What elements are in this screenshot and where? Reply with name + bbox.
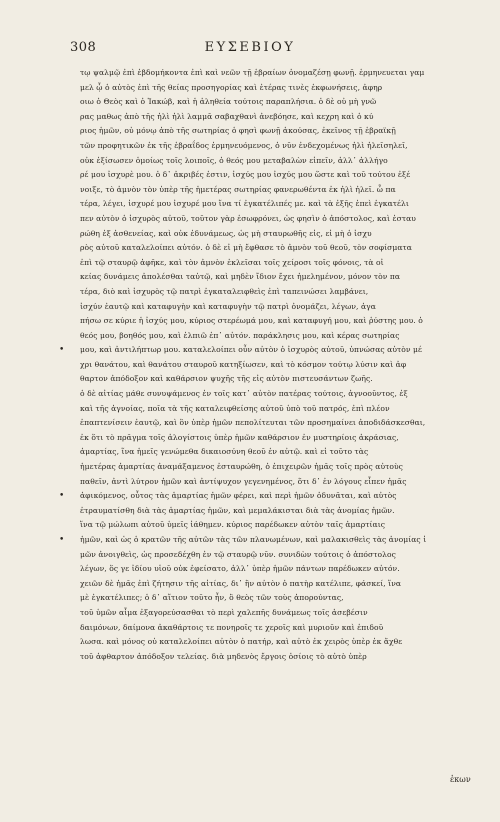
text-line <box>80 504 440 519</box>
text-line <box>80 621 440 636</box>
line-text: παθεῖν, ἀντὶ λύτρον ἡμῶν καὶ ἀντίψυχον γεγενημένος, ὅτι δ᾽ ἐν λόγους εἶπεν ἡμᾶς <box>80 476 407 486</box>
catchword: ἐκων <box>450 775 471 784</box>
line-text: δαιμόνων, δαίμονα ἀκαθάρτοις τε πονηροῖς τε χεροῖς καὶ μυριοῦν καὶ ἐπιδοῦ <box>80 622 384 632</box>
text-line <box>80 562 440 577</box>
line-text: τοῦ ὑμῶν αἷμα ἐξαγορεύσασθαι τὸ περὶ χαλεπῆς δυνάμεως τοῖς ἀσεβέσιν <box>80 607 368 617</box>
text-line <box>59 343 440 358</box>
line-text: ρας μαθως ἀπὸ τῆς ἠλὶ ἠλὶ λαμμᾶ σαβαχθανὶ ἀνεβόησε, καὶ κεχρη καὶ ὁ κύ <box>80 111 374 121</box>
line-text: χρι θανάτου, καὶ θανάτου σταυροῦ κατηξίωσεν, καὶ τὸ κόσμον τούτῳ λύσιν καὶ ἀφ <box>80 359 407 369</box>
text-line <box>80 270 440 285</box>
text-line <box>80 95 440 110</box>
line-text: θεός μου, βοηθός μου, καὶ ἐλπιῶ ἐπ᾽ αὐτόν. παράκλησις μου, καὶ κέρας σωτηρίας <box>80 330 400 340</box>
text-line <box>80 300 440 315</box>
line-text: μου, καὶ ἀντιλήπτωρ μου. καταλελοίπει οὖν αὐτὸν ὁ ἰσχυρὸς αὐτοῦ, ὑπνώσας αὐτὸν μέ <box>80 345 422 355</box>
text-line <box>80 635 440 650</box>
text-line <box>80 197 440 212</box>
text-line <box>80 460 440 475</box>
line-text: ρὸς αὐτοῦ καταλελοίπει αὐτόν. ὁ δὲ εἰ μὴ ἔφθασε τὸ ἀμνὸν τοῦ θεοῦ, τὸν σοφίσματα <box>80 243 412 253</box>
text-line <box>80 606 440 621</box>
page-number: 308 <box>70 40 97 55</box>
line-text: μῶν ἀνοιγθεὶς, ὡς προσεδέχθη ἐν τῷ σταυρῷ νῦν. συνιδὼν τούτοις ὁ ἀπόστολος <box>80 549 396 559</box>
line-text: ἵνα τῷ μώλωπι αὐτοῦ ὑμεῖς ἰάθημεν. κύριος παρέδωκεν αὐτὸν ταῖς ἁμαρτίαις <box>80 520 386 530</box>
text-line <box>80 66 440 81</box>
text-line <box>80 241 440 256</box>
line-text: πεν αὐτὸν ὁ ἰσχυρὸς αὐτοῦ, τοῦτον γὰρ ἐσωφρόνει, ὡς φησὶν ὁ ἀπόστολος, καὶ ἐσταυ <box>80 213 416 223</box>
margin-marker: • <box>59 345 65 356</box>
line-text: τοῦ ἀφθαρτον ἀπόδοξον τελείας. διὰ μηδενὸς ἔργοις ὁσίοις τὸ αὐτὸ ὑπὲρ <box>80 651 367 661</box>
line-text: ρέ μου ἰσχυρὲ μου. ὁ δ᾽ ἀκριβές ἐστιν, ἰσχύς μου ἰσχύς μου ὥστε καὶ τοῦ τούτου ἐξέ <box>80 170 411 180</box>
text-line <box>80 285 440 300</box>
line-text: τέρα, λέγει, ἰσχυρέ μου ἰσχυρέ μου ἵνα τί ἐγκατέλιπές με. καὶ τὰ ἑξῆς ἐπεὶ ἐγκατέλι <box>80 199 409 209</box>
line-text: λωσα. καὶ μόνος οὐ καταλελοίπει αὐτὸν ὁ πατήρ, καὶ αὐτὸ ἐκ χειρὸς ὑπὲρ ἐκ ἄχθε <box>80 637 403 647</box>
text-line <box>80 314 440 329</box>
text-line <box>80 475 440 490</box>
text-line <box>80 577 440 592</box>
line-text: λέγων, ὅς γε ἰδίου υἱοῦ οὐκ ἐφείσατο, ἀλλ᾽ ὑπὲρ ἡμῶν πάντων παρέδωκεν αὐτόν. <box>80 564 400 574</box>
body-text <box>59 66 440 664</box>
line-text: ἀφικόμενος, οὗτος τὰς ἁμαρτίας ἡμῶν φέρει, καὶ περὶ ἡμῶν ὀδυνᾶται, καὶ αὐτὸς <box>80 491 397 501</box>
line-text: οὐκ ἐξίσωσεν ὁμοίως τοῖς λοιποῖς, ὁ θεός μου μεταβαλὼν εἰπεῖν, ἀλλ᾽ ἀλλήγο <box>80 155 388 165</box>
text-line <box>80 124 440 139</box>
line-text: ρώθη ἐξ ἀσθενείας, καὶ οὐκ ἐδυνάμεως, ὡς μὴ σταυρωθῆς εἰς, εἰ μὴ ὁ ἰσχυ <box>80 228 372 238</box>
text-line <box>80 591 440 606</box>
line-text: τῳ ψαλμῷ ἐπὶ ἑβδομήκοντα ἐπὶ καὶ νεῶν τῇ ἑβραίων ὀνομαζέσῃ φωνῇ. ἑρμηνευεται γαμ <box>80 68 425 77</box>
line-text: καὶ τῆς ἀγνοίας, ποῖα τὰ τῆς καταλειφθείσης αὐτοῦ ὑπὸ τοῦ πατρός, ἐπὶ πλέον <box>80 403 390 413</box>
text-line <box>80 212 440 227</box>
text-line <box>80 154 440 169</box>
page-header <box>0 40 500 60</box>
text-line <box>80 402 440 417</box>
text-line <box>80 227 440 242</box>
line-text: πήσω σε κύριε ἡ ἰσχύς μου, κύριος στερέωμά μου, καὶ καταφυγή μου, καὶ ῥύστης μου. ὁ <box>80 316 423 326</box>
line-text: ἐπὶ τῷ σταυρῷ ἀφῆκε, καὶ τὸν ἀμνὸν ἐκλεῖσαι τοῖς χείροσι τοῖς φόνοις, τὰ οἰ <box>80 257 384 267</box>
line-text: κείας δυνάμεις ἀπολέσθαι ταὐτῷ, καὶ μηδὲν ἴδιον ἔχει ἠμελημένον, μόνον τὸν πα <box>80 272 401 282</box>
line-text: τέρα, διὸ καὶ ἰσχυρὸς τῷ πατρὶ ἐγκαταλειφθεὶς ἐπὶ ταπεινώσει λαμβάνει, <box>80 286 369 296</box>
text-line <box>80 387 440 402</box>
line-text: ἡμετέρας ἁμαρτίας ἀναμάξαμενος ἐσταυρώθη, ὁ ἐπιχειρῶν ἡμᾶς τοῖς πρὸς αὐτοὺς <box>80 462 403 472</box>
text-line <box>80 445 440 460</box>
line-text: νοιξε, τὸ ἀμνὸν τὸν ὑπὲρ τῆς ἡμετέρας σωτηρίας φανερωθέντα ἐκ ἠλὶ ἠλεῖ. ὦ πα <box>80 184 396 194</box>
line-text: ἐπαπτενίσειν ἑαυτῷ, καὶ ὃν ὑπὲρ ἡμῶν πεπολίτευται τῶν προσημαίνει ἀποδιδάσκεσθαι, <box>80 418 426 428</box>
line-text: ριος ἡμῶν, οὐ μόνῳ ἀπὸ τῆς σωτηρίας ὁ φησὶ φωνῇ ἀκούσας, ἐκεῖνος τῇ ἑβραϊκῇ <box>80 126 396 136</box>
margin-marker: • <box>59 535 65 545</box>
line-text: θαρτον ἀπόδοξον καὶ καθάρσιον ψυχῆς τῆς εἰς αὐτὸν πιστευσάντων ζωῆς. <box>80 374 373 384</box>
line-text: ἡμῶν, καὶ ὡς ὁ κρατῶν τῆς αὐτῶν τὰς τῶν πλανωμένων, καὶ μαλακισθεὶς τὰς ἀνομίας ἰ <box>80 535 427 544</box>
line-text: χειῶν δὲ ἡμᾶς ἐπὶ ζήτησιν τῆς αἰτίας, δι᾽ ἣν αὐτὸν ὁ πατὴρ κατέλιπε, φάσκεί, ἵνα <box>80 578 402 588</box>
line-text: ἐκ ὅτι τὸ πρᾶγμα τοῖς ἀλογίστοις ὑπὲρ ἡμῶν καθάρσιον ἐν μυστηρίοις ἀκράσιας, <box>80 432 399 442</box>
text-line <box>80 650 440 665</box>
line-text: τῶν προφητικῶν ἐκ τῆς ἑβραΐδος ἑρμηνευόμενος, ὁ νῦν ἐνδεχομένως ἠλὶ ἠλεῖσηλεῖ, <box>80 140 408 150</box>
text-line <box>59 533 440 548</box>
line-text: μὲ ἐγκατέλιπες; ὁ δ᾽ αἴτιον τοῦτο ἦν, ὃ θεὸς τῶν τοὺς ἀπορούντας, <box>80 593 344 603</box>
text-line <box>80 256 440 271</box>
text-line <box>80 168 440 183</box>
text-line <box>80 548 440 563</box>
line-text: μελ ᾧ ὁ αὐτὸς ἐπὶ τῆς θείας προσηγορίας καὶ ἑτέρας τινὲς ἐκφωνήσεις, ἀφηρ <box>80 82 383 92</box>
text-line <box>80 183 440 198</box>
text-line <box>80 110 440 125</box>
line-text: ἰσχύν ἑαυτῷ καὶ καταφυγὴν καὶ καταφυγὴν τῷ πατρὶ ὀνομάζει, λέγων, ἀγα <box>80 301 376 311</box>
text-line <box>80 81 440 96</box>
text-line <box>80 358 440 373</box>
text-line <box>80 329 440 344</box>
running-title: ΕΥΣΕΒΙΟΥ <box>204 40 296 55</box>
line-text: ὁ δὲ αἰτίας μάθε συνυψάμενος ἐν τοῖς κατ᾽ αὐτὸν πατέρας τούτοις, ἀγνοοῦντος, ἐξ <box>80 389 408 399</box>
line-text: ἀμαρτίας, ἵνα ἡμεῖς γενώμεθα δικαιοσύνη θεοῦ ἐν αὐτῷ. καὶ εἰ τοῦτο τὰς <box>80 447 369 457</box>
line-text: ἐτραυματίσθη διὰ τὰς ἁμαρτίας ἡμῶν, καὶ μεμαλάκισται διὰ τὰς ἀνομίας ἡμῶν. <box>80 505 395 515</box>
text-line <box>80 518 440 533</box>
text-line <box>80 139 440 154</box>
text-line <box>80 372 440 387</box>
text-line <box>80 416 440 431</box>
text-line <box>80 431 440 446</box>
text-line <box>59 489 440 504</box>
line-text: οιω ὁ Θεὸς καὶ ὁ Ἰακώβ, καὶ ἡ ἀληθεία τούτοις παραπλήσια. ὁ δὲ οὐ μὴ γνῶ <box>80 97 377 107</box>
margin-marker: • <box>59 491 65 502</box>
